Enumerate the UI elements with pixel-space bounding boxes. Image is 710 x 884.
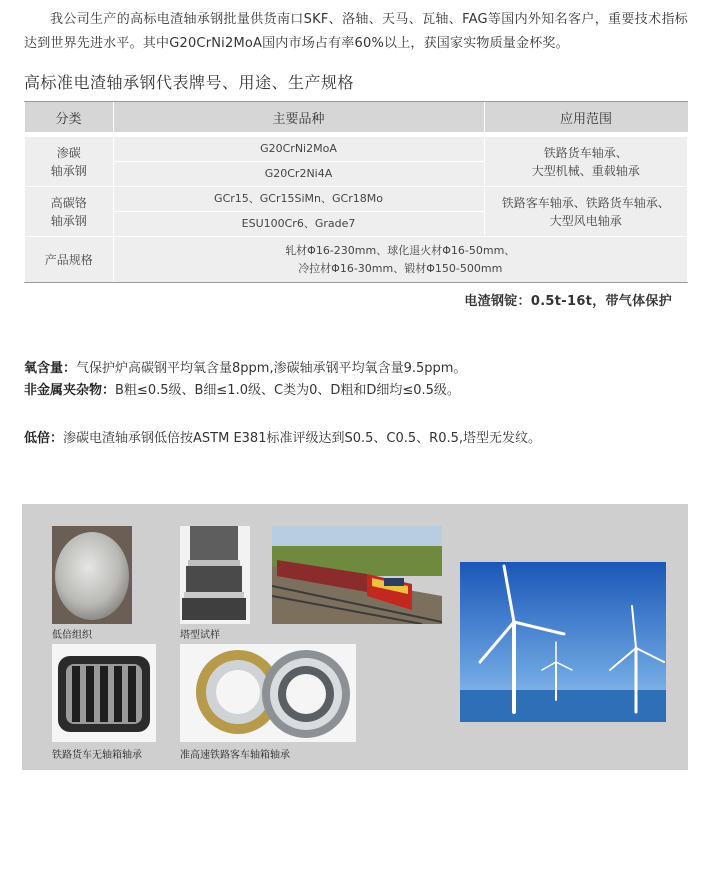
- table-row: [25, 187, 688, 212]
- caption-passenger-bearing: 准高速铁路客车轴箱轴承: [180, 750, 290, 761]
- inclusion-line: 非金属夹杂物：B粗≤0.5级、B细≤1.0级、C类为0、D粗和D细均≤0.5级。: [24, 383, 460, 398]
- spec-category: 产品规格: [25, 237, 114, 284]
- header-grades: 主要品种: [113, 102, 484, 132]
- macro-structure-photo: [52, 526, 132, 624]
- table-top-rule: [24, 101, 688, 102]
- section-title: 高标准电渣轴承钢代表牌号、用途、生产规格: [24, 73, 355, 92]
- grade-cell: G20CrNi2MoA: [113, 137, 484, 162]
- table-bottom-rule: [24, 282, 688, 283]
- table-row: [25, 137, 688, 162]
- grade-cell: ESU100Cr6、Grade7: [113, 212, 484, 237]
- caption-macro: 低倍组织: [52, 630, 92, 641]
- photo-gallery: [22, 504, 688, 770]
- freight-bearing-photo: [52, 644, 156, 742]
- macro-line: 低倍：渗碳电渣轴承钢低倍按ASTM E381标准评级达到S0.5、C0.5、R0.5,塔型无发纹。: [24, 431, 541, 446]
- header-application: 应用范围: [484, 102, 688, 132]
- oxygen-line: 氧含量：气保护炉高碳钢平均氧含量8ppm,渗碳轴承钢平均氧含量9.5ppm。: [24, 361, 467, 376]
- high-carbon-application: 铁路客车轴承、铁路货车轴承、 大型风电轴承: [484, 187, 688, 237]
- locomotive-photo: [272, 526, 442, 624]
- grade-cell: GCr15、GCr15SiMn、GCr18Mo: [113, 187, 484, 212]
- high-carbon-category: 高碳铬 轴承钢: [25, 187, 114, 237]
- header-category: 分类: [25, 102, 114, 132]
- tower-sample-photo: [180, 526, 250, 624]
- carburized-application: 铁路货车轴承、 大型机械、重载轴承: [484, 137, 688, 187]
- carburized-category: 渗碳 轴承钢: [25, 137, 114, 187]
- spec-table: [24, 102, 688, 284]
- wind-turbine-photo: [460, 562, 666, 722]
- caption-freight-bearing: 铁路货车无轴箱轴承: [52, 750, 142, 761]
- table-header-row: [25, 102, 688, 132]
- table-row: [25, 237, 688, 284]
- intro-paragraph: 我公司生产的高标电渣轴承钢批量供货南口SKF、洛轴、天马、瓦轴、FAG等国内外知名客户，重要技术指标达到世界先进水平。其中G20CrNi2MoA国内市场占有率60%以上，获国家实物质量金杯奖。: [24, 12, 688, 51]
- grade-cell: G20Cr2Ni4A: [113, 162, 484, 187]
- caption-tower: 塔型试样: [180, 630, 220, 641]
- spec-lines: 轧材Φ16-230mm、球化退火材Φ16-50mm、 冷拉材Φ16-30mm、锻材Φ150-500mm: [113, 237, 688, 284]
- ingot-note: 电渣钢锭：0.5t-16t，带气体保护: [464, 294, 672, 309]
- passenger-bearing-photo: [180, 644, 356, 742]
